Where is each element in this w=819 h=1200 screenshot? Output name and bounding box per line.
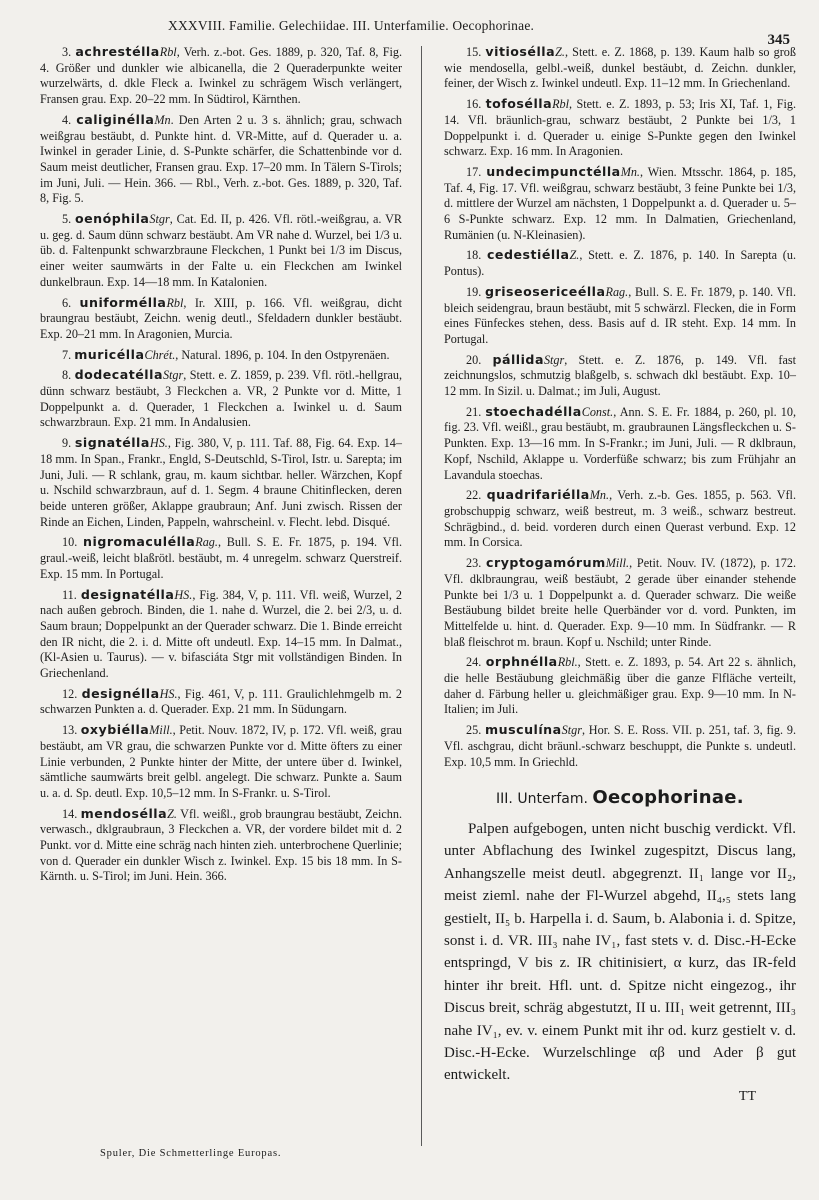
entry-number: 8. — [62, 368, 72, 383]
species-entry — [444, 352, 796, 400]
entry-number: 6. — [62, 295, 72, 310]
species-entry — [40, 211, 402, 291]
entry-text: , Ann. S. E. Fr. 1884, p. 260, pl. 10, fig. 23. Vfl. weißl., grau bestäubt, m. graubraunen Längsfleckchen u. S-Punkten. Exp. 13—16 mm. In S-Frankr.; im Juni, Juli. — R dklbraun, Kopf, Nschild, Aklappe u. Vorderfüße schwarz; bis zum Frühjahr an Lavandula stoechas. — [444, 404, 797, 482]
species-entry — [40, 534, 402, 582]
entry-number: 7. — [62, 347, 72, 362]
entry-number: 23. — [466, 556, 482, 571]
species-name: griseosericeélla — [485, 283, 606, 299]
author-name: Rbl. — [557, 655, 578, 670]
entry-text: , Fig. 380, V, p. 111. Taf. 88, Fig. 64. Exp. 14–18 mm. In Span., Frankr., Engld, S-Deutschld, S-Tirol, Istr. u. Sarepta; im Juni, Juli. — R schlank, grau, m. kaum sichtbar. heller. Wärzchen, Kopf u. Nschild schwarzbraun, auf d. 1. Segm. 4 braune Chitinflecken, deren beide unteren größer, Aklappe graubraun; Anf. Juni zwisch. Rissen der Rinde an Eichen, Linden, Pappeln, wahrscheinl. v. Flecht. lebd. Disqué. — [40, 436, 402, 529]
author-name: Rbl — [552, 97, 570, 112]
entry-number: 18. — [466, 248, 482, 263]
right-column-entries — [444, 44, 796, 770]
author-name: Rag. — [605, 284, 629, 299]
entry-text: , Verh. z.-bot. Ges. 1889, p. 320, Taf. 8, Fig. 4. Größer und dunkler wie albicanella, die 2 Queraderpunkte weiter wurzelwärts, d. dkle Fleck a. Iwinkel zu schrägem Wisch verlängert, Fransen grau. Exp. 20–22 mm. In Südtirol, Kärnthen. — [40, 45, 402, 107]
species-name: orphnélla — [485, 654, 558, 670]
species-name: tofosélla — [485, 96, 553, 112]
species-name: designatélla — [80, 586, 175, 602]
species-name: muricélla — [74, 346, 145, 362]
left-column — [40, 44, 402, 889]
species-entry — [40, 347, 402, 364]
entry-text: , Ir. XIII, p. 166. Vfl. weißgrau, dicht braungrau bestäubt, Zeichn. wenig deutl., Sfeldadern dunkler bestäubt. Exp. 20–21 mm. In Aragonien, Murcia. — [40, 295, 403, 341]
entry-number: 13. — [62, 723, 78, 738]
entry-text: , Petit. Nouv. 1872, IV, p. 172. Vfl. weiß, grau bestäubt, am VR grau, die schwarzen Punkte vor d. Mitte öfters zu einer Linie verbunden, 2 Punkte hinter der Mitte, der untere über d. Iwinkel, sämtliche saumwärts breit gelbl. angelegt. Die schwarz. Punkte a. Saum u. a. d. Sp. deutl. Exp. 10,5–12 mm. In S-Frankr. u. S-Tirol. — [40, 723, 403, 800]
species-name: pállida — [492, 351, 544, 367]
species-name: undecimpunctélla — [486, 163, 621, 179]
species-name: cryptogamórum — [486, 555, 606, 571]
signature-mark: TT — [738, 1088, 756, 1104]
entry-text: , Fig. 461, V, p. 111. Graulichlehmgelb m. 2 schwarzen Punkten a. d. Querader. Exp. 21 mm. In Südungarn. — [40, 686, 402, 717]
entry-text: , Stett. e. Z. 1859, p. 239. Vfl. rötl.-hellgrau, dünn schwarz bestäubt, 3 Fleckchen a. VR, 2 Punkte vor d. Mitte, 1 Doppelpunkt a. d. Querader, 1 Fleckchen a. Iwinkel u. d. Saum schwarzbraun. Exp. 21 mm. In Andalusien. — [40, 368, 403, 430]
author-name: Rbl — [159, 45, 177, 59]
author-name: Z. — [167, 806, 177, 821]
species-name: stoechadélla — [485, 403, 582, 419]
entry-text: , Stett. e. Z. 1876, p. 149. Vfl. fast zeichnungslos, schmutzig blaßgelb, s. schwach dkl bestäubt. Exp. 10–12 mm. In Sizil. u. Dalmat.; im Juli, August. — [444, 352, 797, 399]
species-entry — [444, 654, 796, 718]
page-number: 345 — [767, 32, 790, 48]
section-heading — [444, 787, 796, 809]
entry-number: 14. — [62, 806, 78, 821]
author-name: Chrét. — [144, 347, 176, 362]
species-entry — [444, 96, 796, 160]
author-name: Mn — [154, 112, 171, 127]
species-name: oxybiélla — [80, 722, 150, 738]
author-name: Stgr — [149, 212, 170, 227]
author-name: Mn. — [589, 488, 610, 503]
author-name: Mill. — [605, 556, 630, 571]
author-name: Z. — [555, 45, 565, 59]
author-name: Stgr — [543, 352, 565, 367]
entry-text: , Wien. Mtsschr. 1864, p. 185, Taf. 4, Fig. 17. Vfl. weißgrau, schwarz bestäubt, 3 feine Punkte bei 1/3, d. mittlere der Wurzel am nächsten, 1 Doppelpunkt a. d. Querader u. 5–6 S-Punkte schwarz. Exp. 12 mm. In Dalmatien, Griechenland, Rumänien (u. N-Kleinasien). — [444, 164, 797, 242]
entry-text: , Bull. S. E. Fr. 1875, p. 194. Vfl. graul.-weiß, leicht blaßrötl. bestäubt, m. 4 unregelm. schwarz Querstreif. Exp. 15 mm. In Portugal. — [40, 535, 402, 581]
entry-text: , Stett. e. Z. 1893, p. 53; Iris XI, Taf. 1, Fig. 14. Vfl. bräunlich-grau, schwarz bestäubt, 2 Punkte bei 1/3, 1 Doppelpunkt i. d. Querader u. einige S-Punkte gegen den Iwinkel schwarz. Exp. 16 mm. In Aragonien. — [444, 97, 797, 159]
species-name: mendosélla — [80, 805, 168, 821]
species-name: quadrifariélla — [486, 487, 590, 503]
entry-number: 3. — [62, 45, 72, 59]
species-name: oenóphila — [74, 211, 150, 227]
entry-number: 9. — [62, 436, 72, 451]
entry-text: , Stett. e. Z. 1868, p. 139. Kaum halb so groß wie mendosella, gelbl.-weiß, dunkel bestäubt, d. Zeichn. dunkler, feiner, der Wisch z. Iwinkel undeutl. Exp. 11–12 mm. In Griechenland. — [444, 45, 796, 91]
species-entry — [40, 44, 402, 108]
species-entry — [444, 404, 796, 484]
entry-number: 24. — [466, 655, 482, 670]
entry-number: 22. — [466, 488, 482, 503]
section-body: Palpen aufgebogen, unten nicht buschig verdickt. Vfl. unter Abflachung des Iwinkel zugespitzt, Discus lang, Anhangszelle meist deutl. abgegrenzt. II₁ lange vor II₂, meist zieml. nahe der Fl-Wurzel abgehd, II₄,₅ stets lang gestielt, II₅ b. Harpella i. d. Saum, b. Alabonia i. d. Spitze, sonst i. d. VR. III₃ nahe IV₁, fast stets v. d. Disc.-H-Ecke entspringd, V bis z. IR chitinisiert, α kurz, das IR-feld hinter ihr breit. Hfl. unt. d. Spitze nicht eingezog., ihr Discus breit, schräg abgestutzt, II u. III₁ weit getrennt, III₃ nahe IV₁, ev. v. einem Punkt mit ihr od. kurz gestielt v. d. Disc.-H-Ecke. Wurzelschlinge αβ und Ader β gut entwickelt. — [444, 820, 796, 1084]
header-title: XXXVIII. Familie. Gelechiidae. III. Unterfamilie. Oecophorinae. — [168, 18, 535, 33]
author-name: Mill. — [149, 723, 173, 738]
species-entry — [40, 686, 402, 718]
entry-number: 25. — [466, 723, 482, 738]
entry-text: , Petit. Nouv. IV. (1872), p. 172. Vfl. dklbraungrau, weiß bestäubt, 2 gerade über einander stehende Punkte bei 1/3 u. 1 Doppelpunkt a. d. Querader schwarz. Die weiße Bestäubung bildet breite helle Querbänder vor d. vord. Punkten, im Mittelfelde u. hint. d. Querader. Exp. 9—10 mm. In Südfrankr. — R blaß fleischrot m. braun. Kopf u. Nschild; unter Rinde. — [444, 556, 797, 649]
running-header — [60, 10, 790, 48]
entry-number: 5. — [62, 212, 72, 227]
entry-text: . Den Arten 2 u. 3 s. ähnlich; grau, schwach weißgrau bestäubt, d. Punkte hint. d. VR-Mitte, auf d. Querader u. a. Iwinkel in gerader Linie, d. S-Punkte schärfer, die Schattenbinde vor d. Saum meist deutlicher, Fransen grau. Exp. 17–20 mm. In Tälern S-Tirols; im Juni, Juli. — Hein. 366. — Rbl., Verh. z.-bot. Ges. 1889, p. 320, Taf. 8, Fig. 5. — [40, 112, 403, 206]
entry-text: , Hor. S. E. Ross. VII. p. 251, taf. 3, fig. 9. Vfl. aschgrau, dicht bräunl.-schwarz beschuppt, die Punkte s. undeutl. Exp. 10,5 mm. In Griechld. — [444, 723, 796, 769]
species-entry — [40, 295, 402, 343]
species-entry — [40, 722, 402, 802]
species-name: designélla — [81, 685, 160, 701]
species-entry — [40, 435, 402, 530]
species-name: signatélla — [74, 435, 150, 451]
entry-number: 16. — [466, 97, 482, 112]
author-name: Stgr — [561, 723, 582, 738]
species-entry — [40, 587, 402, 682]
entry-number: 21. — [466, 404, 482, 419]
species-name: cedestiélla — [486, 247, 570, 263]
section-label: III. Unterfam. — [496, 791, 588, 808]
entry-number: 19. — [466, 284, 482, 299]
entry-number: 12. — [62, 686, 78, 701]
species-name: nigromaculélla — [83, 534, 196, 550]
species-name: vitiosélla — [485, 44, 556, 59]
entry-text: , Fig. 384, V, p. 111. Vfl. weiß, Wurzel, 2 nach außen gebroch. Binden, die 1. nahe d. Wurzel, die 2. bei 2/3, u. d. Saum braun; Doppelpunkt an der Querader schwarz. Die 1. Binde erreicht den IR nicht, die 2. i. d. Mitte oft undeutl. Exp. 14–15 mm. In Dalmat., (Kl-Asien u. Taurus). — v. bifasciáta Stgr mit vollständigen Binden. In Griechenland. — [40, 587, 402, 681]
species-name: musculína — [485, 722, 562, 738]
entry-number: 4. — [62, 112, 72, 127]
author-name: Z. — [569, 248, 580, 263]
entry-text: Vfl. weißl., grob braungrau bestäubt, Zeichn. verwasch., dklgraubraun, 3 Fleckchen a. VR, der vordere bildet mit d. 2 Punkt. vor d. Mitte eine schräg nach hinten zieh. unterbrochene Querlinie; von d. Querader ein dunkler Wisch z. Iwinkel. Exp. 15 bis 18 mm. In S-Kärnth. u. S-Tirol; im Juni. Hein. 366. — [40, 806, 402, 884]
author-name: Rbl — [166, 295, 184, 310]
species-name: uniformélla — [79, 294, 167, 310]
species-name: achrestélla — [75, 44, 160, 59]
entry-number: 10. — [62, 535, 78, 550]
entry-text: , Cat. Ed. II, p. 426. Vfl. rötl.-weißgrau, a. VR u. geg. d. Saum dünn schwarz bestäubt. Am VR nahe d. Wurzel, bei 1/3 u. üb. d. Faltenpunkt schwarzbraune Fleckchen, 1 Punkt bei 1/3 im Discus, einer weiter saumwärts in der Falte u. ein Fleckchen am Iwinkel dunkelbraun. Exp. 14—18 mm. In Katalonien. — [40, 212, 403, 289]
entry-text: , Verh. z.-b. Ges. 1855, p. 563. Vfl. grobschuppig schwarz, weiß bestreut, m. 3 weiß., schwarz bestreut. Schrägbind., d. beid. vorderen durch einen Querast verbund. Exp. 12 mm. In Corsica. — [444, 488, 796, 550]
species-name: dodecatélla — [74, 367, 163, 383]
author-name: Rag. — [195, 535, 218, 550]
species-entry — [40, 806, 402, 886]
author-name: HS. — [149, 436, 168, 451]
species-entry — [444, 722, 796, 770]
species-entry — [444, 284, 796, 348]
author-name: Stgr — [162, 368, 184, 383]
column-divider — [421, 46, 422, 1146]
entry-number: 17. — [466, 164, 482, 179]
species-entry — [444, 487, 796, 551]
species-entry — [444, 44, 796, 92]
species-entry — [444, 247, 796, 279]
species-name: caliginélla — [76, 111, 155, 127]
entry-text: , Natural. 1896, p. 104. In den Ostpyrenäen. — [175, 347, 390, 362]
species-entry — [40, 112, 402, 207]
author-name: Const. — [581, 404, 614, 419]
entry-number: 11. — [62, 587, 77, 602]
species-entry — [40, 367, 402, 431]
section-title: Oecophorinae. — [592, 787, 744, 809]
entry-text: , Bull. S. E. Fr. 1879, p. 140. Vfl. bleich seidengrau, braun bestäubt, mit 5 schwärzl. Flecken, die in Form eines Fünfeckes stehen, dess. Basis auf d. IR steht. Exp. 14 mm. In Portugal. — [444, 284, 796, 346]
author-name: Mn. — [620, 164, 640, 179]
author-name: HS. — [174, 587, 193, 602]
right-column — [444, 44, 796, 1105]
species-entry — [444, 555, 796, 650]
entry-number: 15. — [466, 45, 482, 59]
footer: Spuler, Die Schmetterlinge Europas. — [100, 1148, 282, 1159]
entry-text: , Stett. e. Z. 1893, p. 54. Art 22 s. ähnlich, die helle Bestäubung gleichmäßig über die ganze Flfläche verteilt, daher d. Färbung heller u. gleichmäßiger grau. Exp. 9—10 mm. In N-Italien; im Juli. — [444, 655, 796, 717]
species-entry — [444, 164, 796, 244]
author-name: HS. — [159, 686, 178, 701]
entry-text: , Stett. e. Z. 1876, p. 140. In Sarepta (u. Pontus). — [444, 248, 796, 279]
entry-number: 20. — [466, 352, 482, 367]
